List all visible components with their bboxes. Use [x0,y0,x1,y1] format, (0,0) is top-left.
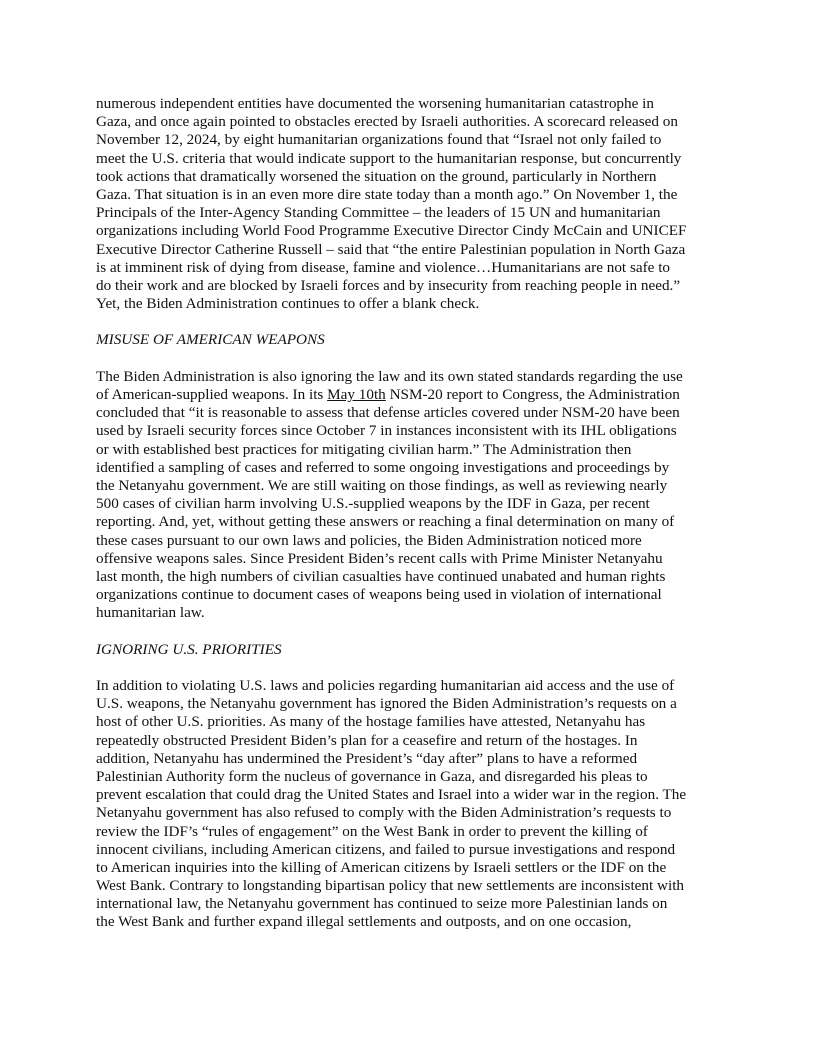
paragraph-spacer [96,659,726,677]
text-line [96,386,726,404]
text-line: Netanyahu government has also refused to comply with the Biden Administration’s requests to [96,804,672,822]
text-line: repeatedly obstructed President Biden’s plan for a ceasefire and return of the hostages. In [96,731,638,749]
text-line: U.S. weapons, the Netanyahu government has ignored the Biden Administration’s requests on a [96,695,677,713]
text-line: 500 cases of civilian harm involving U.S.-supplied weapons by the IDF in Gaza, per recent [96,495,650,513]
text-line: West Bank. Contrary to longstanding bipartisan policy that new settlements are inconsistent with [96,877,685,895]
text-line: The Biden Administration is also ignoring the law and its own stated standards regarding the use [96,367,683,385]
text-line: humanitarian law. [96,604,205,622]
text-line: do their work and are blocked by Israeli forces and by insecurity from reaching people in need.” [96,276,681,294]
text-line: offensive weapons sales. Since President Biden’s recent calls with Prime Minister Netanyahu [96,549,663,567]
paragraph-spacer [96,313,726,331]
text-line: to American inquiries into the killing of American citizens by Israeli settlers or the IDF on the [96,858,667,876]
text-fragment: of American-supplied weapons. In its [96,386,328,403]
text-line: Gaza, and once again pointed to obstacles erected by Israeli authorities. A scorecard released on [96,113,678,131]
text-line: Principals of the Inter-Agency Standing Committee – the leaders of 15 UN and humanitarian [96,204,661,222]
text-line: November 12, 2024, by eight humanitarian organizations found that “Israel not only failed to [96,131,662,149]
text-line: Executive Director Catherine Russell – said that “the entire Palestinian population in North Gaza [96,240,686,258]
document-page [96,95,726,932]
paragraph-humanitarian [96,95,726,313]
text-line: numerous independent entities have documented the worsening humanitarian catastrophe in [96,95,654,112]
text-line: international law, the Netanyahu government has continued to seize more Palestinian lands on [96,895,668,913]
text-line: took actions that dramatically worsened the situation on the ground, particularly in Northern [96,167,657,185]
text-fragment: NSM-20 report to Congress, the Administration [385,386,680,403]
text-line: meet the U.S. criteria that would indicate support to the humanitarian response, but concurrently [96,149,682,167]
text-line: last month, the high numbers of civilian casualties have continued unabated and human rights [96,567,666,585]
paragraph-spacer [96,622,726,640]
paragraph-weapons [96,368,726,623]
text-line: concluded that “it is reasonable to assess that defense articles covered under NSM-20 have been [96,404,680,422]
text-line: reporting. And, yet, without getting these answers or reaching a final determination on many of [96,513,675,531]
text-line: prevent escalation that could drag the United States and Israel into a wider war in the region. The [96,786,687,804]
text-line: organizations continue to document cases of weapons being used in violation of international [96,586,662,604]
section-heading-weapons: MISUSE OF AMERICAN WEAPONS [96,331,325,349]
text-line: identified a sampling of cases and referred to some ongoing investigations and proceedings by [96,458,670,476]
text-line: innocent civilians, including American citizens, and failed to pursue investigations and respond [96,840,676,858]
text-line: organizations including World Food Programme Executive Director Cindy McCain and UNICEF [96,222,687,240]
text-line: review the IDF’s “rules of engagement” on the West Bank in order to prevent the killing of [96,822,648,840]
text-line: these cases pursuant to our own laws and policies, the Biden Administration noticed more [96,531,642,549]
text-line: Gaza. That situation is in an even more dire state today than a month ago.” On November 1, the [96,185,678,203]
paragraph-priorities [96,677,726,932]
text-line: is at imminent risk of dying from disease, famine and violence…Humanitarians are not safe to [96,258,671,276]
section-heading-priorities: IGNORING U.S. PRIORITIES [96,640,282,658]
text-line: the West Bank and further expand illegal settlements and outposts, and on one occasion, [96,913,632,931]
text-line: used by Israeli security forces since October 7 in instances inconsistent with its IHL obligations [96,422,677,440]
may-10th-report-link[interactable]: May 10th [327,386,386,403]
text-line: host of other U.S. priorities. As many of the hostage families have attested, Netanyahu has [96,713,646,731]
text-line: Palestinian Authority form the nucleus of governance in Gaza, and disregarded his pleas to [96,767,648,785]
text-line: the Netanyahu government. We are still waiting on those findings, as well as reviewing nearly [96,476,668,494]
text-line: addition, Netanyahu has undermined the President’s “day after” plans to have a reformed [96,749,638,767]
text-line: Yet, the Biden Administration continues to offer a blank check. [96,295,480,313]
text-line: In addition to violating U.S. laws and policies regarding humanitarian aid access and the use of [96,677,675,694]
paragraph-spacer [96,350,726,368]
text-line: or with established best practices for mitigating civilian harm.” The Administration then [96,440,632,458]
